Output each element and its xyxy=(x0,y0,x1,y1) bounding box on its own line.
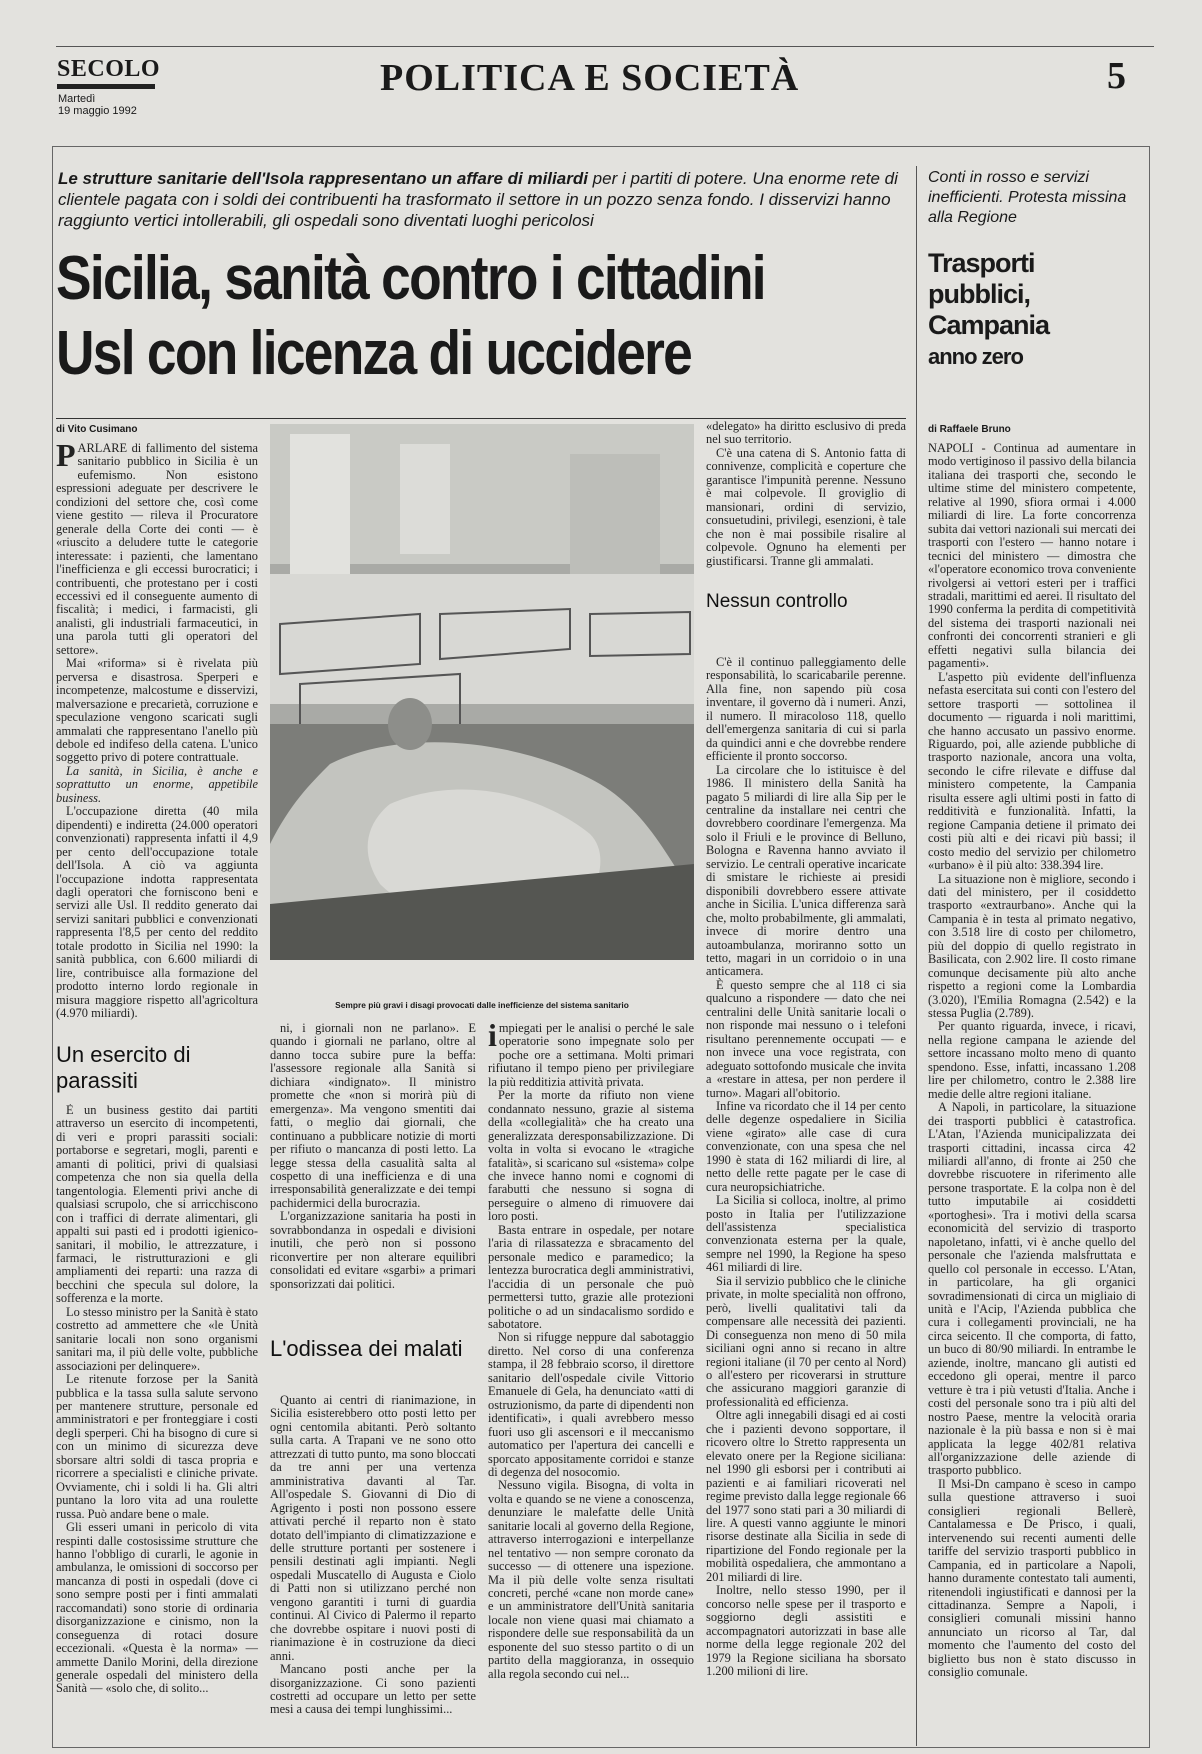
paragraph: Il Msi-Dn campano è sceso in campo sulla questione attraverso i suoi consiglieri regionali Bellerè, Cantalamessa e De Prisco, i quali, intervenendo sui recenti aumenti delle tariffe del servizio trasporti pubblico in Campania, ed in particolare a Napoli, hanno duramente contestato tali aumenti, ritenendoli ingiustificati e dannosi per la cittadinanza. Sempre a Napoli, i consiglieri comunali missini hanno annunciato un ricorso al Tar, dal momento che l'aumento del costo del biglietto bus non è stato discusso in consiglio comunale. xyxy=(928,1476,1136,1680)
main-column-2-top xyxy=(270,1022,476,1332)
main-column-2-bottom xyxy=(270,1394,476,1740)
main-column-3 xyxy=(488,1022,694,1740)
side-headline-line-2: pubblici, xyxy=(928,279,1030,309)
main-column-4-bottom xyxy=(706,656,906,1740)
paragraph: Mai «riforma» si è rivelata più perversa e disastrosa. Sperperi e incompetenze, malcostume e disservizi, malversazione e precarietà, corruzione e speculazione vengono scaricati sugli ammalati che rappresentano l'anello più debole ed indifeso della catena. L'unico soggetto privo di potere contrattuale. xyxy=(56,656,258,765)
paragraph: Le ritenute forzose per la Sanità pubblica e la tassa sulla salute servono per mantenere strutture, personale ed amministratori e per fronteggiare i costi degli sperperi. Chi ha bisogno di cure si con un minimo di sicurezza deve sborsare altri soldi di tasca propria e ricorrere a specialisti e cliniche private. Ovviamente, chi i soldi li ha. Gli altri puntano la loro vita ad una roulette russa. Può andare bene o male. xyxy=(56,1372,258,1521)
paragraph: L'organizzazione sanitaria ha posti in sovrabbondanza in ospedali e divisioni inutili, che però non si possono riconvertire per non alterare equilibri consolidati ed evitare «sgarbi» a primari sponsorizzati dai politici. xyxy=(270,1209,476,1291)
paragraph: Oltre agli innegabili disagi ed ai costi che i pazienti devono sopportare, il ricovero oltre lo Stretto rappresenta un elevato onere per la Regione siciliana: nel 1990 gli esborsi per i contributi ai pazienti e ai familiari ricoverati nel regime previsto dalla legge regionale 66 del 1977 sono stati pari a 30 miliardi di lire. A questi vanno aggiunte le minori risorse destinate alla Sicilia in sede di ripartizione del Fondo regionale per la mobilità ospedaliera, che ammontano a 201 miliardi di lire. xyxy=(706,1408,906,1584)
masthead-top-rule xyxy=(56,46,1154,47)
main-column-4-top xyxy=(706,420,906,568)
issue-day: Martedì xyxy=(58,93,96,105)
paragraph: È questo sempre che al 118 ci sia qualcuno a rispondere — dato che nei centralini delle Unità sanitarie locali o non risponde mai nessuno o i telefoni risultano perennemente occupati — e non invece una voce registrata, con adeguato sottofondo musicale che invita a «restare in attesa, per non perdere il turno». Magari all'obitorio. xyxy=(706,977,906,1100)
paragraph: ni, i giornali non ne parlano». E quando i giornali ne parlano, oltre al danno tocca subire pure la beffa: l'assessore regionale alla Sanità si dichiara «indignato». Il ministro promette che «non si morirà più di emergenza». Ma vengono smentiti dai fatti, o meglio dai giornali, che continuano a pubblicare notizie di morti per rifiuto o mancanza di posti letto. La legge stessa della casualità salta al cospetto di una inefficienza e di una irresponsabilità generalizzate e dei tempi pachidermici della burocrazia. xyxy=(270,1022,476,1210)
paragraph: «delegato» ha diritto esclusivo di preda nel suo territorio. xyxy=(706,420,906,447)
main-headline-line-1: Sicilia, sanità contro i cittadini xyxy=(56,244,765,313)
page-number: 5 xyxy=(1107,55,1126,97)
side-headline-line-4: anno zero xyxy=(928,344,1023,369)
paragraph: Sia il servizio pubblico che le cliniche private, in molte specialità non offrono, però, livelli qualitativi tali da compensare alle necessità dei pazienti. Di conseguenza non meno di 50 mila siciliani ogni anno si recano in altre regioni italiane (il 70 per cento al Nord) o all'estero per ricoverarsi in strutture che assicurano maggiori garanzie di professionalità ed efficienza. xyxy=(706,1273,906,1409)
paragraph: C'è il continuo palleggiamento delle responsabilità, lo scaricabarile perenne. Alla fine, non sapendo più cosa inventare, il governo dà i numeri. Anzi, il numero. Il miracoloso 118, quello dell'emergenza sanitaria di cui si parla da quindici anni e che dovrebbe rendere efficiente il pronto soccorso. xyxy=(706,656,906,764)
subhead-odissea: L'odissea dei malati xyxy=(270,1336,463,1361)
paragraph: La circolare che lo istituisce è del 1986. Il ministero della Sanità ha pagato 5 miliardi di lire alla Sip per le centraline da installare nei centri che dovrebbero coordinare l'emergenza. Ma solo il Friuli e le province di Belluno, Bologna e Ravenna hanno avviato il servizio. Le centrali operative incaricate di smistare le richieste ai presidi disponibili dovrebbero essere attivate anche in Sicilia. L'unica differenza sarà che, molto probabilmente, gli ammalati, invece di morire dentro una autoambulanza, moriranno sotto un tetto, magari in un corridoio o in una anticamera. xyxy=(706,762,906,979)
column-divider xyxy=(916,166,917,1746)
paragraph: Inoltre, nello stesso 1990, per il concorso nelle spese per il trasporto e soggiorno degli assistiti e accompagnatori autorizzati in base alle norme della legge regionale 202 del 1979 la Regione siciliana ha sborsato 1.200 milioni di lire. xyxy=(706,1583,906,1678)
side-headline-line-1: Trasporti xyxy=(928,248,1035,278)
side-headline xyxy=(928,248,1134,372)
paragraph: È un business gestito dai partiti attraverso un esercito di incompetenti, di veri e propri parassiti sociali: portaborse e segretari, mogli, parenti e amanti di politici, privi di qualsiasi competenza che non sia quella della tangentologia. Elementi privi anche di qualsiasi scrupolo, che si arricchiscono con i traffici di derrate alimentari, gli appalti sui pasti ed i prodotti igienico-sanitari, il mobilio, le attrezzature, i farmaci, le ristrutturazioni e gli ampliamenti dei reparti: una razza di becchini che specula sul dolore, la sofferenza e la morte. xyxy=(56,1104,258,1306)
paragraph: La Sicilia si colloca, inoltre, al primo posto in Italia per l'utilizzazione dell'assistenza specialistica convenzionata esterna per la quale, sempre nel 1990, la Regione ha speso 461 miliardi di lire. xyxy=(706,1193,906,1275)
paragraph: Infine va ricordato che il 14 per cento delle degenze ospedaliere in Sicilia viene «girato» alle case di cura convenzionate, con una spesa che nel 1990 è stata di 162 miliardi di lire, al netto delle rette pagate per le case di cura neuropsichiatriche. xyxy=(706,1098,906,1194)
paragraph: Per quanto riguarda, invece, i ricavi, nella regione campana le aziende del settore incassano molto meno di quanto spendono. Esse, infatti, incassano 1.208 lire per chilometro, contro le 2.388 lire medie delle altre regioni italiane. xyxy=(928,1019,1136,1101)
paragraph: Basta entrare in ospedale, per notare l'aria di rilassatezza e sbracamento del personale medico e paramedico; la lentezza burocratica degli amministrativi, l'accidia di un personale che può permettersi tutto, grazie alle protezioni politiche o ad un sindacalismo sordido e sabotatore. xyxy=(488,1222,694,1331)
byline-rule xyxy=(56,418,906,419)
main-kicker-rest: per i partiti di potere. Una enorme rete di clientele pagata con i soldi dei contribuenti ha trasformato il settore in un pozzo senza fondo. I disservizi hanno raggiunto vertici intollerabili, gli ospedali sono diventati luoghi pericolosi xyxy=(58,169,898,230)
main-headline-line-2: Usl con licenza di uccidere xyxy=(56,319,692,388)
main-kicker-bold: Le strutture sanitarie dell'Isola rappresentano un affare di miliardi xyxy=(58,169,588,188)
paragraph: Lo stesso ministro per la Sanità è stato costretto ad ammettere che «le Unità sanitarie locali non sono organismi sanitari ma, il più delle volte, pubbliche associazioni per delinquere». xyxy=(56,1304,258,1373)
main-byline: di Vito Cusimano xyxy=(56,424,138,435)
paragraph: La situazione non è migliore, secondo i dati del ministero, per il cosiddetto trasporto «extraurbano». Anche qui la Campania è in testa al primato negativo, con 3.518 lire di costo per chilometro, più del doppio di quello registrato in Basilicata, con 2.902 lire. Il costo rimane comunque decisamente più alto anche rispetto a regioni come la Lombardia (3.020), l'Emilia Romagna (2.542) e la stessa Puglia (2.789). xyxy=(928,871,1136,1021)
paragraph: NAPOLI - Continua ad aumentare in modo vertiginoso il passivo della bilancia italiana dei trasporti che, secondo le ultime stime del ministero competente, relative al 1990, sfiora ormai i 4.000 miliardi di lire. La forte concorrenza subita dai vettori nazionali sui mercati dei trasporti con l'estero — hanno notare i tecnici del ministero — dimostra che «l'operatore economico trova conveniente rivolgersi ai vettori esteri per i traffici stradali, marittimi ed aerei. Il risultato del 1990 conferma la perdita di competitività del sistema dei trasporti nazionali nei confronti dei concorrenti stranieri e gli effetti negativi sulla bilancia dei pagamenti». xyxy=(928,442,1136,671)
hospital-beds-illustration xyxy=(270,424,694,960)
side-byline: di Raffaele Bruno xyxy=(928,424,1011,435)
issue-date: 19 maggio 1992 xyxy=(58,105,137,117)
paragraph: impiegati per le analisi o perché le sale operatorie sono impegnate solo per poche ore a settimana. Molti primari rifiutano il tempo pieno per privilegiare la più redditizia attività privata. xyxy=(488,1022,694,1089)
side-kicker: Conti in rosso e servizi inefficienti. Protesta missina alla Regione xyxy=(928,169,1127,226)
side-article-body xyxy=(928,442,1136,1738)
logo-underline xyxy=(57,84,155,89)
paragraph: L'aspetto più evidente dell'influenza nefasta esercitata sui conti con l'estero del settore trasporti — sottolinea il documento — riguarda i noli marittimi, che hanno accusato un passivo enorme. Riguardo, poi, alle aziende pubbliche di trasporto nazionale, ancora una volta, secondo le cifre rilevate e diffuse dal ministero competente, la Campania risulta essere agli ultimi posti in fatto di redditività e funzionalità. Infatti, la regione Campania detiene il primato dei costi più alti e dei ricavi più bassi; il costo medio del servizio per chilometro «urbano» è il più alto: 338.394 lire. xyxy=(928,669,1136,873)
paragraph: Non si rifugge neppure dal sabotaggio diretto. Nel corso di una conferenza stampa, il 28 febbraio scorso, il direttore sanitario dell'ospedale civile Vittorio Emanuele di Gela, ha denunciato «atti di ostruzionismo, da parte di dipendenti non identificati», i quali avrebbero messo fuori uso gli ascensori e il meccanismo automatico per l'apertura dei cancelli e sporcato appositamente corridoi e stanze di degenza del nosocomio. xyxy=(488,1330,694,1479)
paragraph: Per la morte da rifiuto non viene condannato nessuno, grazie al sistema della «collegialità» che ha creato una generalizzata deresponsabilizzazione. Di volta in volta si evocano le «tragiche fatalità», si scaricano sul «sistema» colpe che invece hanno nomi e cognomi di farabutti che nessuno si sogna di perseguire o almeno di rimuovere dai loro posti. xyxy=(488,1088,694,1224)
subhead-esercito: Un esercito di parassiti xyxy=(56,1042,191,1093)
paragraph: L'occupazione diretta (40 mila dipendenti) e indiretta (24.000 operatori convenzionati) rappresenta infatti il 4,9 per cento dell'occupazione totale dell'Isola. A ciò va aggiunta l'occupazione indotta rappresentata dagli operatori che forniscono beni e servizi alle Usl. Il reddito generato dai servizi sanitari pubblici e convenzionati rappresenta l'8,5 per cento del reddito totale prodotto in Sicilia nel 1990: la sanità pubblica, con 6.600 miliardi di lire, contribuisce alla formazione del prodotto interno lordo regionale in misura maggiore rispetto all'agricoltura (4.970 miliardi). xyxy=(56,804,258,1021)
paragraph: Gli esseri umani in pericolo di vita respinti dalle costosissime strutture che hanno l'obbligo di curarli, le agonie in ambulanza, le omissioni di soccorso per mancanza di posti in ospedali (dove ci sono sempre posti per i finti ammalati raccomandati) sono storie di ordinaria disorganizzazione e cinismo, non la conseguenza di rotaci dosure eccezionali. «Questa è la norma» — ammette Danilo Morini, della direzione generale ospedali del ministero della Sanità — «solo che, di solito... xyxy=(56,1520,258,1696)
section-title: POLITICA E SOCIETÀ xyxy=(380,57,800,99)
paragraph: A Napoli, in particolare, la situazione dei trasporti pubblici è catastrofica. L'Atan, l'Azienda municipalizzata dei trasporti cittadini, incassa circa 42 miliardi all'anno, di fronte ai 250 che dovrebbe riscuotere in riferimento alle persone trasportate. E la colpa non è del tutto imputabile ai cosiddetti «portoghesi». Tra i motivi della scarsa economicità del servizio di trasporto napoletano, infatti, vi è anche quello del personale che l'azienda malsfruttata e quello col personale in eccesso. L'Atan, in particolare, ha gli organici sovradimensionati di circa un migliaio di unità e l'Acip, l'Azienda pubblica che cura i collegamenti provinciali, ne ha circa seicento. Il che comporta, di fatto, un buco di 80/90 miliardi. In entrambe le aziende, inoltre, mancano gli autisti ed eccedono gli operai, mentre il parco vetture è tra i più vetusti d'Italia. Anche i costi del personale sono tra i più alti del nostro Paese, mentre la velocità oraria nazionale è la più bassa e non si è mai applicata la legge 402/81 relativa all'organizzazione delle aziende di trasporto pubblico. xyxy=(928,1100,1136,1478)
side-headline-line-3: Campania xyxy=(928,310,1050,340)
paragraph: PARLARE di fallimento del sistema sanitario pubblico in Sicilia è un eufemismo. Non esistono espressioni adeguate per descrivere le condizioni del settore che, così come viene gestito — rileva il Procuratore generale della Corte dei conti — è «riuscito a deludere tutte le categorie interessate: i pazienti, che lamentano l'inefficienza e gli eccessi burocratici; i contribuenti, che protestano per i costi eccessivi ed il conseguente aumento di fiscalità; i medici, i farmacisti, gli analisti, gli industriali farmaceutici, in una parola tutti gli operatori del settore». xyxy=(56,442,258,657)
photo-caption: Sempre più gravi i disagi provocati dalle inefficienze del sistema sanitario xyxy=(335,1000,629,1010)
main-kicker xyxy=(58,168,898,231)
paragraph: La sanità, in Sicilia, è anche e soprattutto un enorme, appetibile business. xyxy=(56,763,258,805)
paragraph: Quanto ai centri di rianimazione, in Sicilia esisterebbero otto posti letto per ogni centomila abitanti. Però soltanto sulla carta. A Trapani ve ne sono otto attrezzati di tutto punto, ma sono bloccati da tre anni per una vertenza amministrativa davanti al Tar. All'ospedale S. Giovanni di Dio di Agrigento i posti non possono essere attivati perché il reparto non è stato dotato dell'impianto di climatizzazione e delle strutture portanti per sostenere i pensili destinati agli impianti. Negli ospedali Muscatello di Augusta e Ciolo di Patti non si utilizzano perché non vengono garantiti i turni di guardia continui. Al Civico di Palermo il reparto che dovrebbe ospitare i nuovi posti di rianimazione è in costruzione da dieci anni. xyxy=(270,1394,476,1663)
paragraph: Nessuno vigila. Bisogna, di volta in volta e quando se ne viene a conoscenza, denunziare le malefatte delle Unità sanitarie locali al governo della Regione, attraverso interrogazioni e interpellanze nel tentativo — non sempre coronato da successo — di ottenere una ispezione. Ma il più delle volte senza risultati concreti, perché «cane non morde cane» e un amministratore dell'Unità sanitaria locale non viene quasi mai chiamato a rispondere delle sue responsabilità da un esponente del suo stesso partito o di un partito della maggioranza, in ossequio alla regola secondo cui nel... xyxy=(488,1478,694,1681)
paragraph: C'è una catena di S. Antonio fatta di connivenze, complicità e coperture che garantisce l'impunità perenne. Nessuno è mai colpevole. Il groviglio di mansionari, ordini di servizio, consuetudini, privilegi, esenzioni, è tale che non è mai possibile risalire al colpevole. Ognuno ha elementi per giustificarsi. Tranne gli ammalati. xyxy=(706,445,906,568)
hospital-ward-photo xyxy=(270,424,694,960)
subhead-nessun-controllo: Nessun controllo xyxy=(706,591,848,612)
main-column-1-bottom xyxy=(56,1104,258,1740)
newspaper-logo: SECOLO xyxy=(57,56,161,82)
paragraph: Mancano posti anche per la disorganizzazione. Ci sono pazienti costretti ad occupare un letto per sette mesi a causa dei tempi lunghissimi... xyxy=(270,1662,476,1717)
main-column-1-top xyxy=(56,442,258,1030)
